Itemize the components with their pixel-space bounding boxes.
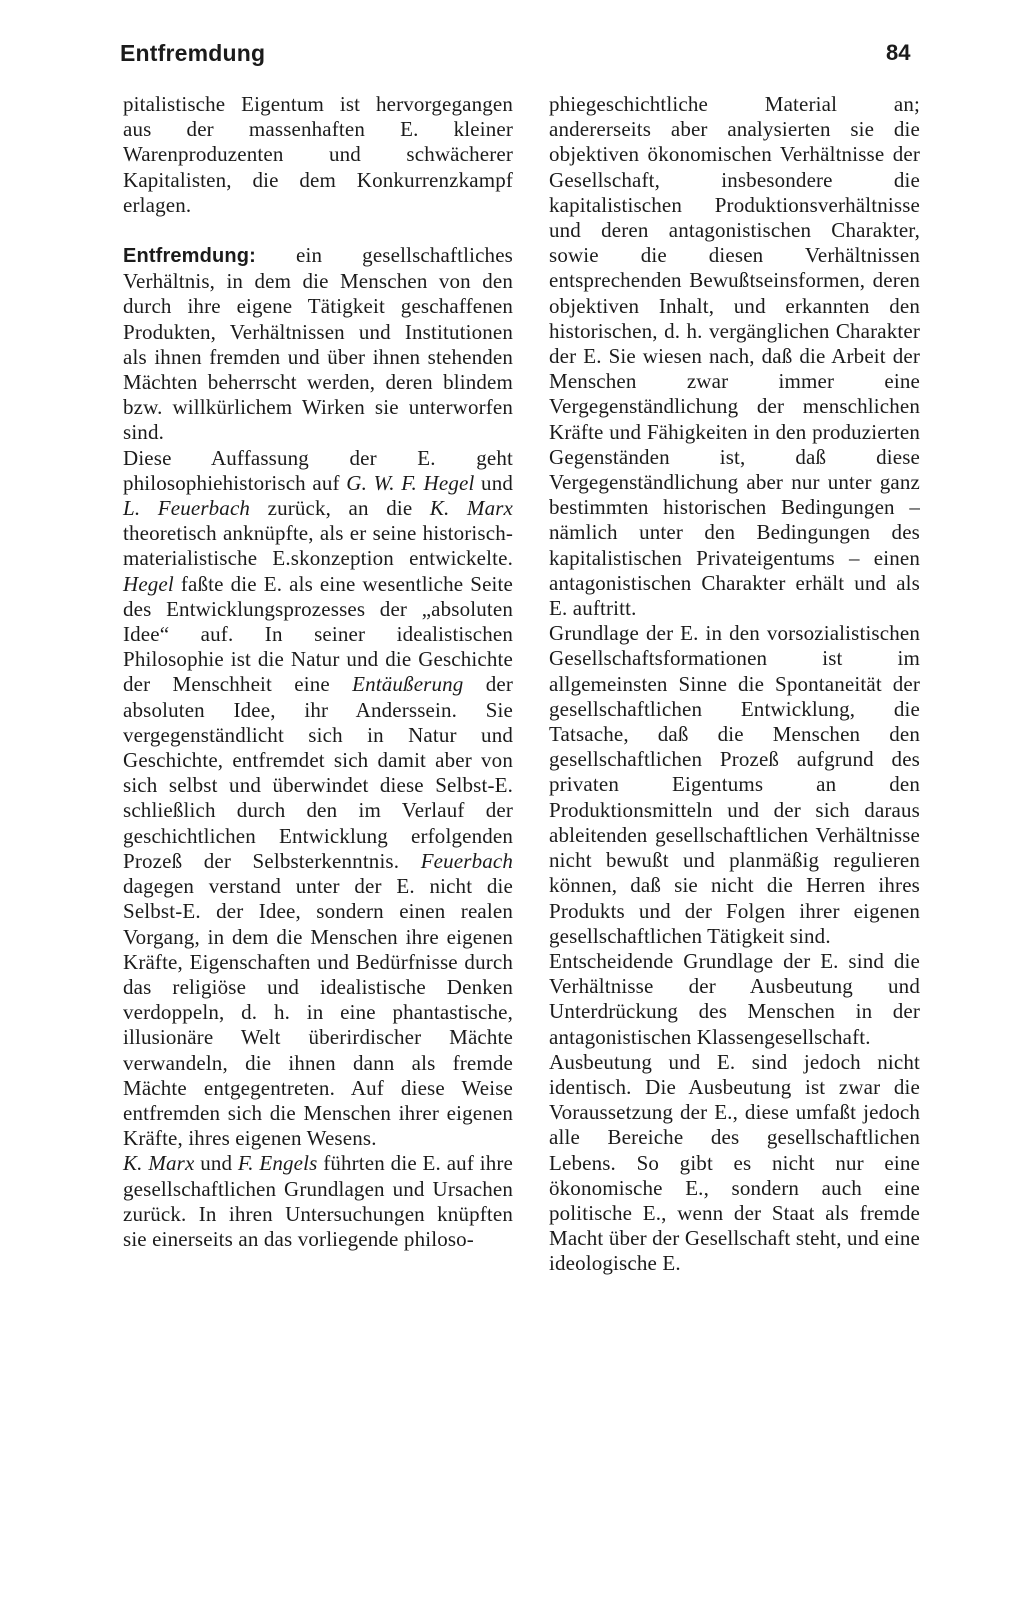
text-run: zurück, an die [250, 496, 430, 521]
paragraph-history [123, 446, 513, 1152]
text-run: dagegen verstand unter der E. nicht die Selbst-E. der Idee, sondern einen realen Vorgang, in dem die Menschen ihre eigenen Kräfte, Eigenschaften und Bedürfnisse durch das religiöse und idealistische Denken verdoppeln, d. h. in eine phantastische, illusionäre Welt überirdischer Mächte verwandeln, die ihnen dann als fremde Mächte entgegentreten. Auf diese Weise entfremden sich die Menschen ihrer eigenen Kräfte, ihres eigenen Wesens. [123, 874, 513, 1151]
person-name-feuerbach-full: L. Feuerbach [123, 496, 251, 521]
term-entaeusserung: Entäußerung [352, 672, 464, 697]
left-column [123, 92, 513, 1252]
person-name-marx: K. Marx [123, 1151, 195, 1176]
paragraph-continuation: pitalistische Eigentum ist hervorgegangen aus der massenhaften E. kleiner Warenproduzenten und schwächerer Kapitalisten, die dem Konkurrenzkampf erlagen. [123, 92, 513, 217]
text-run: und [194, 1151, 238, 1176]
paragraph-gap [123, 218, 513, 243]
entry-colon: : [249, 245, 256, 268]
person-name-hegel-full: G. W. F. Hegel [346, 470, 475, 495]
text-run: faßte die E. als eine wesentliche Seite des Entwicklungsprozesses der „absoluten Idee“ auf. In seiner idealistischen Philosophie ist die Natur und die Geschichte der Menschheit eine [123, 571, 513, 697]
person-name-marx: K. Marx [429, 496, 514, 521]
person-name-engels: F. Engels [237, 1151, 318, 1176]
person-name-feuerbach: Feuerbach [420, 848, 513, 873]
paragraph-grundlage: Grundlage der E. in den vorsozialistischen Gesellschaftsformationen ist im allgemeinsten Sinne die Spontaneität der gesellschaftlichen Entwicklung, die Tatsache, daß die Menschen den gesellschaftlichen Prozeß aufgrund des privaten Eigentums an den Produktionsmitteln und der sich daraus ableitenden gesellschaftlichen Verhältnisse nicht bewußt und planmäßig regulieren können, daß sie nicht die Herren ihres Produkts und der Folgen ihrer eigenen gesellschaftlichen Tätigkeit sind. [549, 621, 920, 948]
page-number: 84 [886, 40, 911, 65]
text-run: führten die E. auf ihre gesellschaftlichen Grundlagen und Ursachen zurück. In ihren Untersuchungen knüpften sie einerseits an das vorliegende philoso- [123, 1151, 513, 1251]
text-run: der absoluten Idee, ihr Anderssein. Sie vergegenständlicht sich in Natur und Geschichte, entfremdet sich damit aber von sich selbst und überwindet diese Selbst-E. schließlich durch den im Verlauf der geschichtlichen Entwicklung erfolgenden Prozeß der Selbsterkenntnis. [123, 672, 513, 873]
text-run: theoretisch anknüpfte, als er seine historisch-materialistische E.skonzeption entwickelte. [123, 521, 513, 571]
paragraph-entscheidende: Entscheidende Grundlage der E. sind die Verhältnisse der Ausbeutung und Unterdrückung des Menschen in der antagonistischen Klassengesellschaft. [549, 948, 920, 1049]
paragraph-marx-engels [123, 1151, 513, 1252]
running-head: Entfremdung [120, 40, 266, 66]
definition-text: ein gesellschaftliches Verhältnis, in dem die Menschen von den durch ihre eigene Tätigkeit geschaffenen Produkten, Verhältnissen und Institutionen als ihnen fremden und über ihnen stehenden Mächten beherrscht werden, deren blindem bzw. willkürlichem Wirken sie unterworfen sind. [123, 243, 513, 445]
paragraph-continuation: phiegeschichtliche Material an; andererseits aber analysierten sie die objektiven ökonomischen Verhältnisse der Gesellschaft, insbesondere die kapitalistischen Produktionsverhältnisse und deren antagonistischen Charakter, sowie die diesen Verhältnissen entsprechenden Bewußtseinsformen, deren objektiven Inhalt, und erkannten den historischen, d. h. vergänglichen Charakter der E. Sie wiesen nach, daß die Arbeit der Menschen zwar immer eine Vergegenständlichung der menschlichen Kräfte und Fähigkeiten in den produzierten Gegenständen ist, daß diese Vergegenständlichung aber nur unter ganz bestimmten historischen Bedingungen – nämlich unter den Bedingungen des kapitalistischen Privateigentums – einen antagonistischen Charakter erhält und als E. auftritt. [549, 92, 920, 621]
person-name-hegel: Hegel [123, 571, 174, 596]
right-column [549, 92, 920, 1277]
text-run: und [474, 470, 513, 495]
text-run: Diese Auffassung der E. geht philosophiehistorisch auf [123, 445, 513, 495]
entry-headword: Entfremdung [123, 245, 250, 268]
paragraph-ausbeutung: Ausbeutung und E. sind jedoch nicht identisch. Die Ausbeutung ist zwar die Voraussetzung der E., diese umfaßt jedoch alle Bereiche des gesellschaftlichen Lebens. So gibt es nicht nur eine ökonomische E., sondern auch eine politische E., wenn der Staat als fremde Macht über der Gesellschaft steht, und eine ideologische E. [549, 1049, 920, 1276]
entry-definition [123, 243, 513, 446]
